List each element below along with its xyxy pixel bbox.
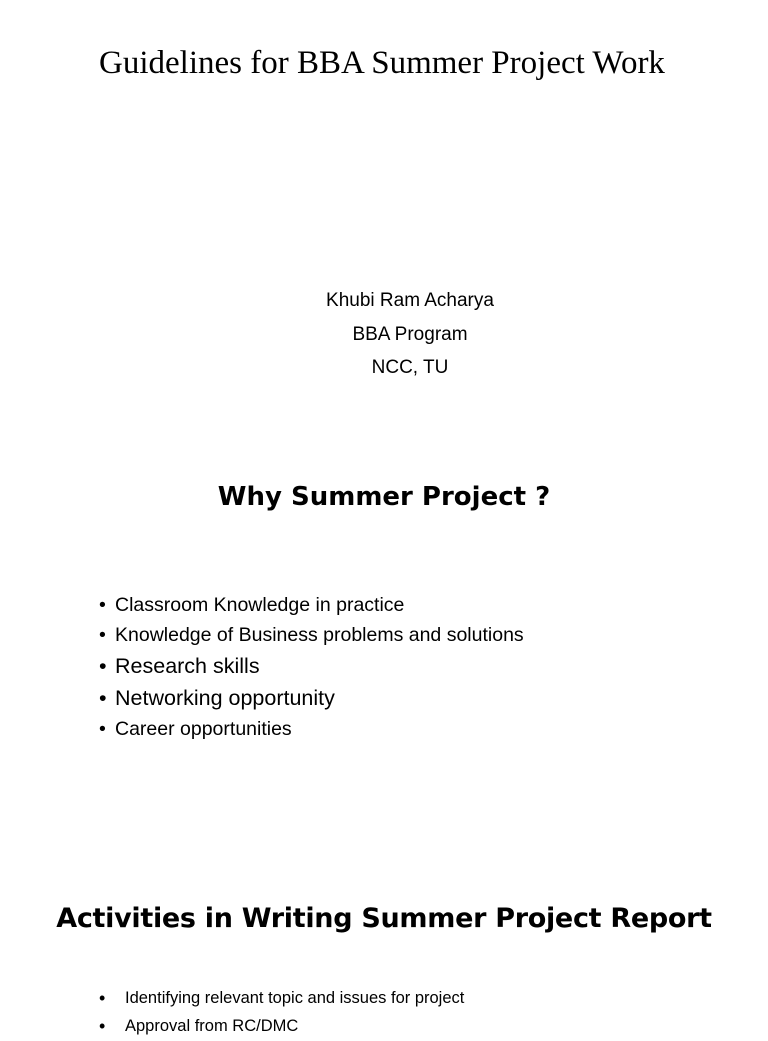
list-item [99,620,524,650]
why-bullet-list [99,590,524,744]
author-name: Khubi Ram Acharya [326,290,494,311]
bullet-icon: • [99,624,106,646]
bullet-text: Knowledge of Business problems and solutions [115,624,524,646]
bullet-text: Career opportunities [115,718,292,740]
why-summer-project-heading: Why Summer Project ? [217,482,551,512]
slide-title: Guidelines for BBA Summer Project Work [99,45,665,81]
bullet-text: Identifying relevant topic and issues for project [125,989,465,1007]
bullet-icon: • [99,686,107,710]
list-item [99,1013,464,1041]
bullet-text: Classroom Knowledge in practice [115,594,405,616]
list-item [99,985,464,1013]
institution-name: NCC, TU [371,357,449,378]
bullet-text: Approval from RC/DMC [125,1017,299,1035]
program-name: BBA Program [352,323,468,345]
list-item [99,714,524,744]
list-item [99,590,524,620]
bullet-text: Networking opportunity [115,686,335,710]
bullet-icon: • [99,988,106,1008]
bullet-icon: • [99,1016,106,1036]
list-item [99,650,524,682]
bullet-icon: • [99,718,106,740]
activities-heading: Activities in Writing Summer Project Report [56,903,712,934]
author-block [0,286,768,387]
bullet-icon: • [99,594,106,616]
list-item [99,682,524,714]
bullet-icon: • [99,654,107,678]
bullet-text: Research skills [115,654,260,678]
activities-bullet-list [99,985,464,1041]
